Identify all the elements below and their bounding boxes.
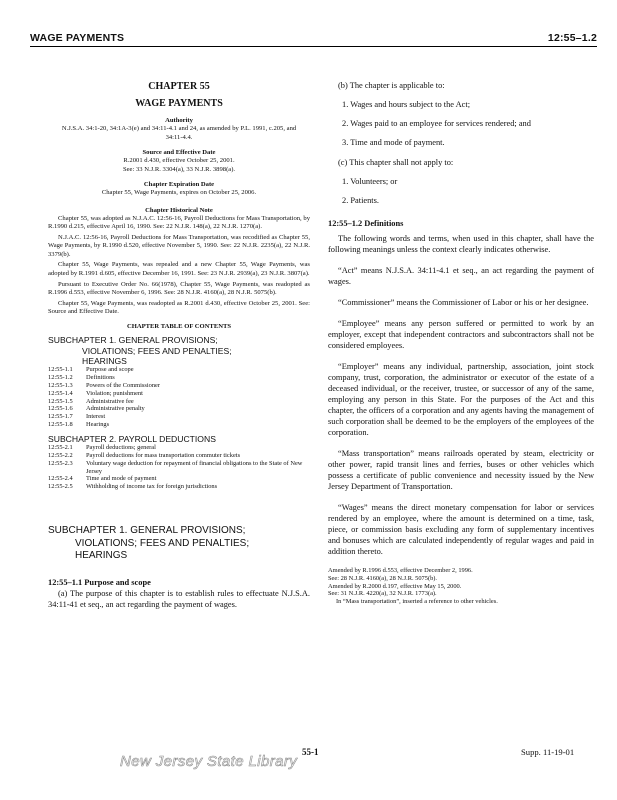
toc-row[interactable]: [48, 475, 310, 483]
toc-subchapter-2-line1: SUBCHAPTER 2. PAYROLL DEDUCTIONS: [48, 433, 216, 444]
toc-number: 12:55-1.1: [48, 366, 73, 374]
toc-row[interactable]: [48, 374, 310, 382]
source-heading: Source and Effective Date: [142, 149, 216, 157]
section-1-2-heading: 12:55–1.2 Definitions: [328, 219, 404, 228]
toc-title: Payroll deductions; general: [86, 444, 156, 452]
toc-number: 12:55-1.7: [48, 413, 73, 421]
paragraph-b-item: 1. Wages and hours subject to the Act;: [342, 100, 471, 109]
toc-heading: CHAPTER TABLE OF CONTENTS: [126, 323, 232, 331]
history-note: N.J.A.C. 12:56-16, Payroll Deductions for Mass Transportation, was recodified as Chapter 55, Wage Payments, by R.1990 d.520, effective November 5, 1990. See: 22 N.J.R. 2235(a), 22 N.J.R. 3379(b).: [48, 234, 310, 258]
toc-title: Withholding of income tax for foreign jurisdictions: [86, 483, 218, 491]
toc-subchapter-1-line1: SUBCHAPTER 1. GENERAL PROVISIONS;: [48, 335, 218, 346]
toc-title: Interest: [86, 413, 106, 421]
running-head-section: 12:55–1.2: [547, 32, 597, 44]
toc-number: 12:55-1.3: [48, 382, 73, 390]
definition: “Mass transportation” means railroads operated by steam, electricity or other power, rapid transit lines and ferries, buses or other vehicles which possess a certificate of public convenience and necessity issued by the New Jersey Department of Transportation.: [328, 449, 594, 491]
toc-subchapter-2: [48, 434, 310, 444]
toc-number: 12:55-2.4: [48, 475, 73, 483]
source-body-1: R.2001 d.430, effective October 25, 2001.: [123, 157, 235, 165]
definition: “Employer” means any individual, partnership, association, joint stock company, trust, corporation, the administrator or executor of the estate of a deceased individual, or the receiver, trustee, or successor of any of the same, employing any person in this State. For the purposes of the Act and this chapter, the officers of a corporation and any agents having the management of such corporation shall be deemed to be the employers of the employees of the corporation.: [328, 362, 594, 437]
toc-title: Payroll deductions for mass transportation commuter tickets: [86, 452, 241, 460]
history-heading: Chapter Historical Note: [145, 206, 213, 214]
history-note: Chapter 55, was adopted as N.J.A.C. 12:56-16, Payroll Deductions for Mass Transportation, by R.1990 d.215, effective April 16, 1990. See: 22 N.J.R. 148(a), 22 N.J.R. 1270(a).: [48, 214, 310, 231]
amendment-note: In “Mass transportation”, inserted a reference to other vehicles.: [336, 598, 498, 606]
toc-title: Time and mode of payment: [86, 475, 157, 483]
toc-title: Voluntary wage deduction for repayment of financial obligations to the State of New Jersey: [86, 459, 303, 475]
toc-number: 12:55-2.3: [48, 459, 73, 467]
running-head-title: WAGE PAYMENTS: [30, 32, 125, 44]
paragraph-c-item: 2. Patients.: [342, 196, 379, 205]
toc-title: Powers of the Commissioner: [86, 382, 161, 390]
toc-number: 12:55-1.2: [48, 374, 73, 382]
definitions-intro: The following words and terms, when used in this chapter, shall have the following meanings unless the context clearly indicates otherwise.: [328, 234, 594, 254]
running-head: [30, 30, 597, 46]
toc-title: Definitions: [86, 374, 115, 382]
subchapter-1-heading-line3: HEARINGS: [75, 550, 128, 562]
chapter-name: WAGE PAYMENTS: [135, 98, 223, 109]
authority-body: N.J.S.A. 34:1-20, 34:1A-3(e) and 34:11-4.1 and 24, as amended by P.L. 1991, c.205, and 34:11-4.4.: [61, 125, 297, 141]
expiration-heading: Chapter Expiration Date: [143, 181, 215, 189]
toc-title: Violation; punishment: [86, 389, 143, 397]
toc-number: 12:55-1.8: [48, 421, 73, 429]
history-note: Chapter 55, Wage Payments, was repealed and a new Chapter 55, Wage Payments, was adopted by R.1991 d.605, effective December 16, 1991. See: 23 N.J.R. 2939(a), 23 N.J.R. 3807(a).: [48, 261, 310, 277]
right-column: [328, 80, 594, 606]
toc-title: Administrative penalty: [86, 405, 145, 413]
amendment-notes: [328, 567, 594, 606]
toc-list-1: [48, 366, 310, 428]
toc-title: Administrative fee: [86, 397, 134, 405]
section-1-1-paragraph-a: (a) The purpose of this chapter is to establish rules to effectuate N.J.S.A. 34:11-41 et seq., an act regarding the payment of wages.: [48, 588, 310, 609]
toc-number: 12:55-2.2: [48, 452, 73, 460]
toc-number: 12:55-1.4: [48, 389, 73, 397]
subchapter-1-heading-line2: VIOLATIONS; FEES AND PENALTIES;: [75, 537, 250, 549]
page-number: 55-1: [302, 747, 319, 757]
authority-heading: Authority: [165, 117, 193, 124]
toc-number: 12:55-1.6: [48, 405, 73, 413]
supplement-date: Supp. 11-19-01: [521, 747, 575, 757]
toc-row[interactable]: [48, 382, 310, 390]
toc-title: Hearings: [86, 421, 110, 429]
toc-row[interactable]: [48, 405, 310, 413]
toc-number: 12:55-2.5: [48, 483, 73, 491]
paragraph-b-item: 2. Wages paid to an employee for services rendered; and: [342, 119, 531, 128]
amendment-line: See: 31 N.J.R. 4220(a), 32 N.J.R. 1773(a).: [328, 590, 437, 598]
subchapter-1-heading: [48, 525, 310, 563]
chapter-number: CHAPTER 55: [148, 81, 210, 92]
toc-row[interactable]: [48, 413, 310, 421]
definition: “Wages” means the direct monetary compensation for labor or services rendered by an employee, where the amount is determined on a time, task, piece, or commission basis excluding any form of supplementary incentives and bonuses which are calculated independently of regular wages and paid in addition thereto.: [328, 503, 594, 556]
history-note: Pursuant to Executive Order No. 66(1978), Chapter 55, Wage Payments, was readopted as R.1996 d.553, effective November 6, 1996. See: 28 N.J.R. 4160(a), 28 N.J.R. 5075(b).: [48, 280, 310, 296]
toc-subchapter-1-line3: HEARINGS: [82, 356, 127, 367]
library-watermark: New Jersey State Library: [120, 753, 298, 770]
toc-number: 12:55-2.1: [48, 444, 73, 452]
section-1-1-heading: 12:55–1.1 Purpose and scope: [48, 577, 151, 587]
toc-row[interactable]: [48, 483, 310, 491]
history-note: Chapter 55, Wage Payments, was readopted as R.2001 d.430, effective October 25, 2001. See: Source and Effective Date.: [48, 299, 310, 315]
paragraph-b-intro: (b) The chapter is applicable to:: [338, 81, 445, 90]
toc-row[interactable]: [48, 390, 310, 398]
toc-number: 12:55-1.5: [48, 397, 73, 405]
amendment-line: Amended by R.1996 d.553, effective December 2, 1996.: [328, 567, 473, 574]
expiration-body: Chapter 55, Wage Payments, expires on October 25, 2006.: [101, 189, 257, 197]
paragraph-c-item: 1. Volunteers; or: [342, 177, 398, 186]
amendment-line: Amended by R.2000 d.197, effective May 15, 2000.: [328, 582, 462, 590]
toc-row[interactable]: [48, 452, 310, 460]
amendment-line: See: 28 N.J.R. 4160(a), 28 N.J.R. 5075(b).: [328, 574, 437, 582]
toc-row[interactable]: [48, 366, 310, 374]
toc-subchapter-1-line2: VIOLATIONS; FEES AND PENALTIES;: [82, 345, 232, 356]
toc-subchapter-1: [48, 335, 310, 366]
definition: “Commissioner” means the Commissioner of Labor or his or her designee.: [338, 298, 589, 307]
toc-row[interactable]: [48, 460, 310, 476]
definition: “Employee” means any person suffered or permitted to work by an employer, except that independent contractors and subcontractors shall not be considered employees.: [328, 319, 594, 350]
toc-row[interactable]: [48, 421, 310, 429]
definition: “Act” means N.J.S.A. 34:11-4.1 et seq., an act regarding the payment of wages.: [328, 266, 594, 286]
toc-row[interactable]: [48, 398, 310, 406]
header-rule: [30, 46, 597, 47]
subchapter-1-heading-line1: SUBCHAPTER 1. GENERAL PROVISIONS;: [48, 525, 246, 537]
toc-title: Purpose and scope: [86, 366, 134, 374]
toc-list-2: [48, 444, 310, 491]
paragraph-b-item: 3. Time and mode of payment.: [342, 138, 445, 147]
source-body-2: See: 33 N.J.R. 3304(a), 33 N.J.R. 3898(a).: [122, 165, 236, 173]
paragraph-c-intro: (c) This chapter shall not apply to:: [338, 158, 454, 167]
left-column: [48, 80, 310, 610]
toc-row[interactable]: [48, 444, 310, 452]
